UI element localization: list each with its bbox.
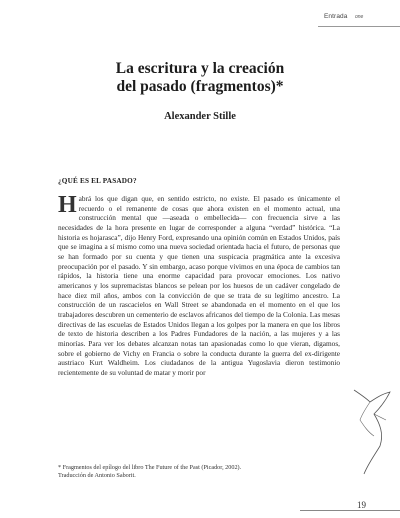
drop-cap: H: [58, 192, 77, 218]
section-subhead: ¿QUÉ ES EL PASADO?: [58, 177, 137, 185]
sketch-illustration: [350, 380, 400, 480]
footnote-line-1: * Fragmentos del epílogo del libro The Future of the Past (Picador, 2002).: [58, 464, 242, 471]
body-text: [58, 194, 340, 377]
page-number: 19: [357, 500, 366, 510]
section-label: Entrada: [324, 13, 348, 20]
footnote: [58, 464, 340, 480]
title-line-1: La escritura y la creación: [115, 60, 285, 77]
footnote-line-2: Traducción de Antonio Saborit.: [58, 472, 136, 480]
author-name: Alexander Stille: [164, 111, 236, 122]
bottom-rule: [300, 510, 400, 511]
section-number: one: [355, 14, 364, 20]
title-line-2: del pasado (fragmentos)*: [116, 78, 284, 95]
body-paragraph: abrá los que digan que, en sentido estricto, no existe. El pasado es únicamente el recuerdo o el remanente de cosas que ahora existen en el momento actual, una construcción mental que —aseada o embellecida— con frecuencia sirve a las necesidades de la hora presente en lugar de corresponder a alguna “verdad” histórica. “La historia es hojarasca”, dijo Henry Ford, expresando una opinión común en Estados Unidos, país que se imagina a sí mismo como una nueva sociedad orientada hacia el futuro, de personas que se han formado por su cuenta y que tienen una suspicacia pragmática ante la excesiva preocupación por el pasado. Y sin embargo, acaso porque vivimos en una época de cambios tan rápidos, la historia tiene una enorme capacidad para provocar emociones. Los nativo americanos y los supremacistas blancos se pelean por los huesos de un cadáver congelado de hace diez mil años, ambos con la convicción de que se trata de su legítimo ancestro. La construcción de un rascacielos en Wall Street se abandonada en el momento en el que los trabajadores descubren un cementerio de esclavos africanos del tiempo de la Colonia. Las mesas directivas de las escuelas de Estados Unidos llegan a los golpes por la manera en que los libros de texto de historia describen a los Padres Fundadores de la nación, a las mujeres y a las minorías. Para ver los debates alcanzan notas tan apasionadas como lo que vieran, digamos, sobre el gobierno de Vichy en Francia o sobre la conducta durante la guerra del ex-dirigente austriaco Kurt Waldheim. Los ciudadanos de la antigua Yugoslavia dieron testimonio recientemente de su voluntad de matar y morir por: [58, 194, 340, 377]
article-title: [0, 60, 400, 96]
section-header: [318, 13, 400, 27]
